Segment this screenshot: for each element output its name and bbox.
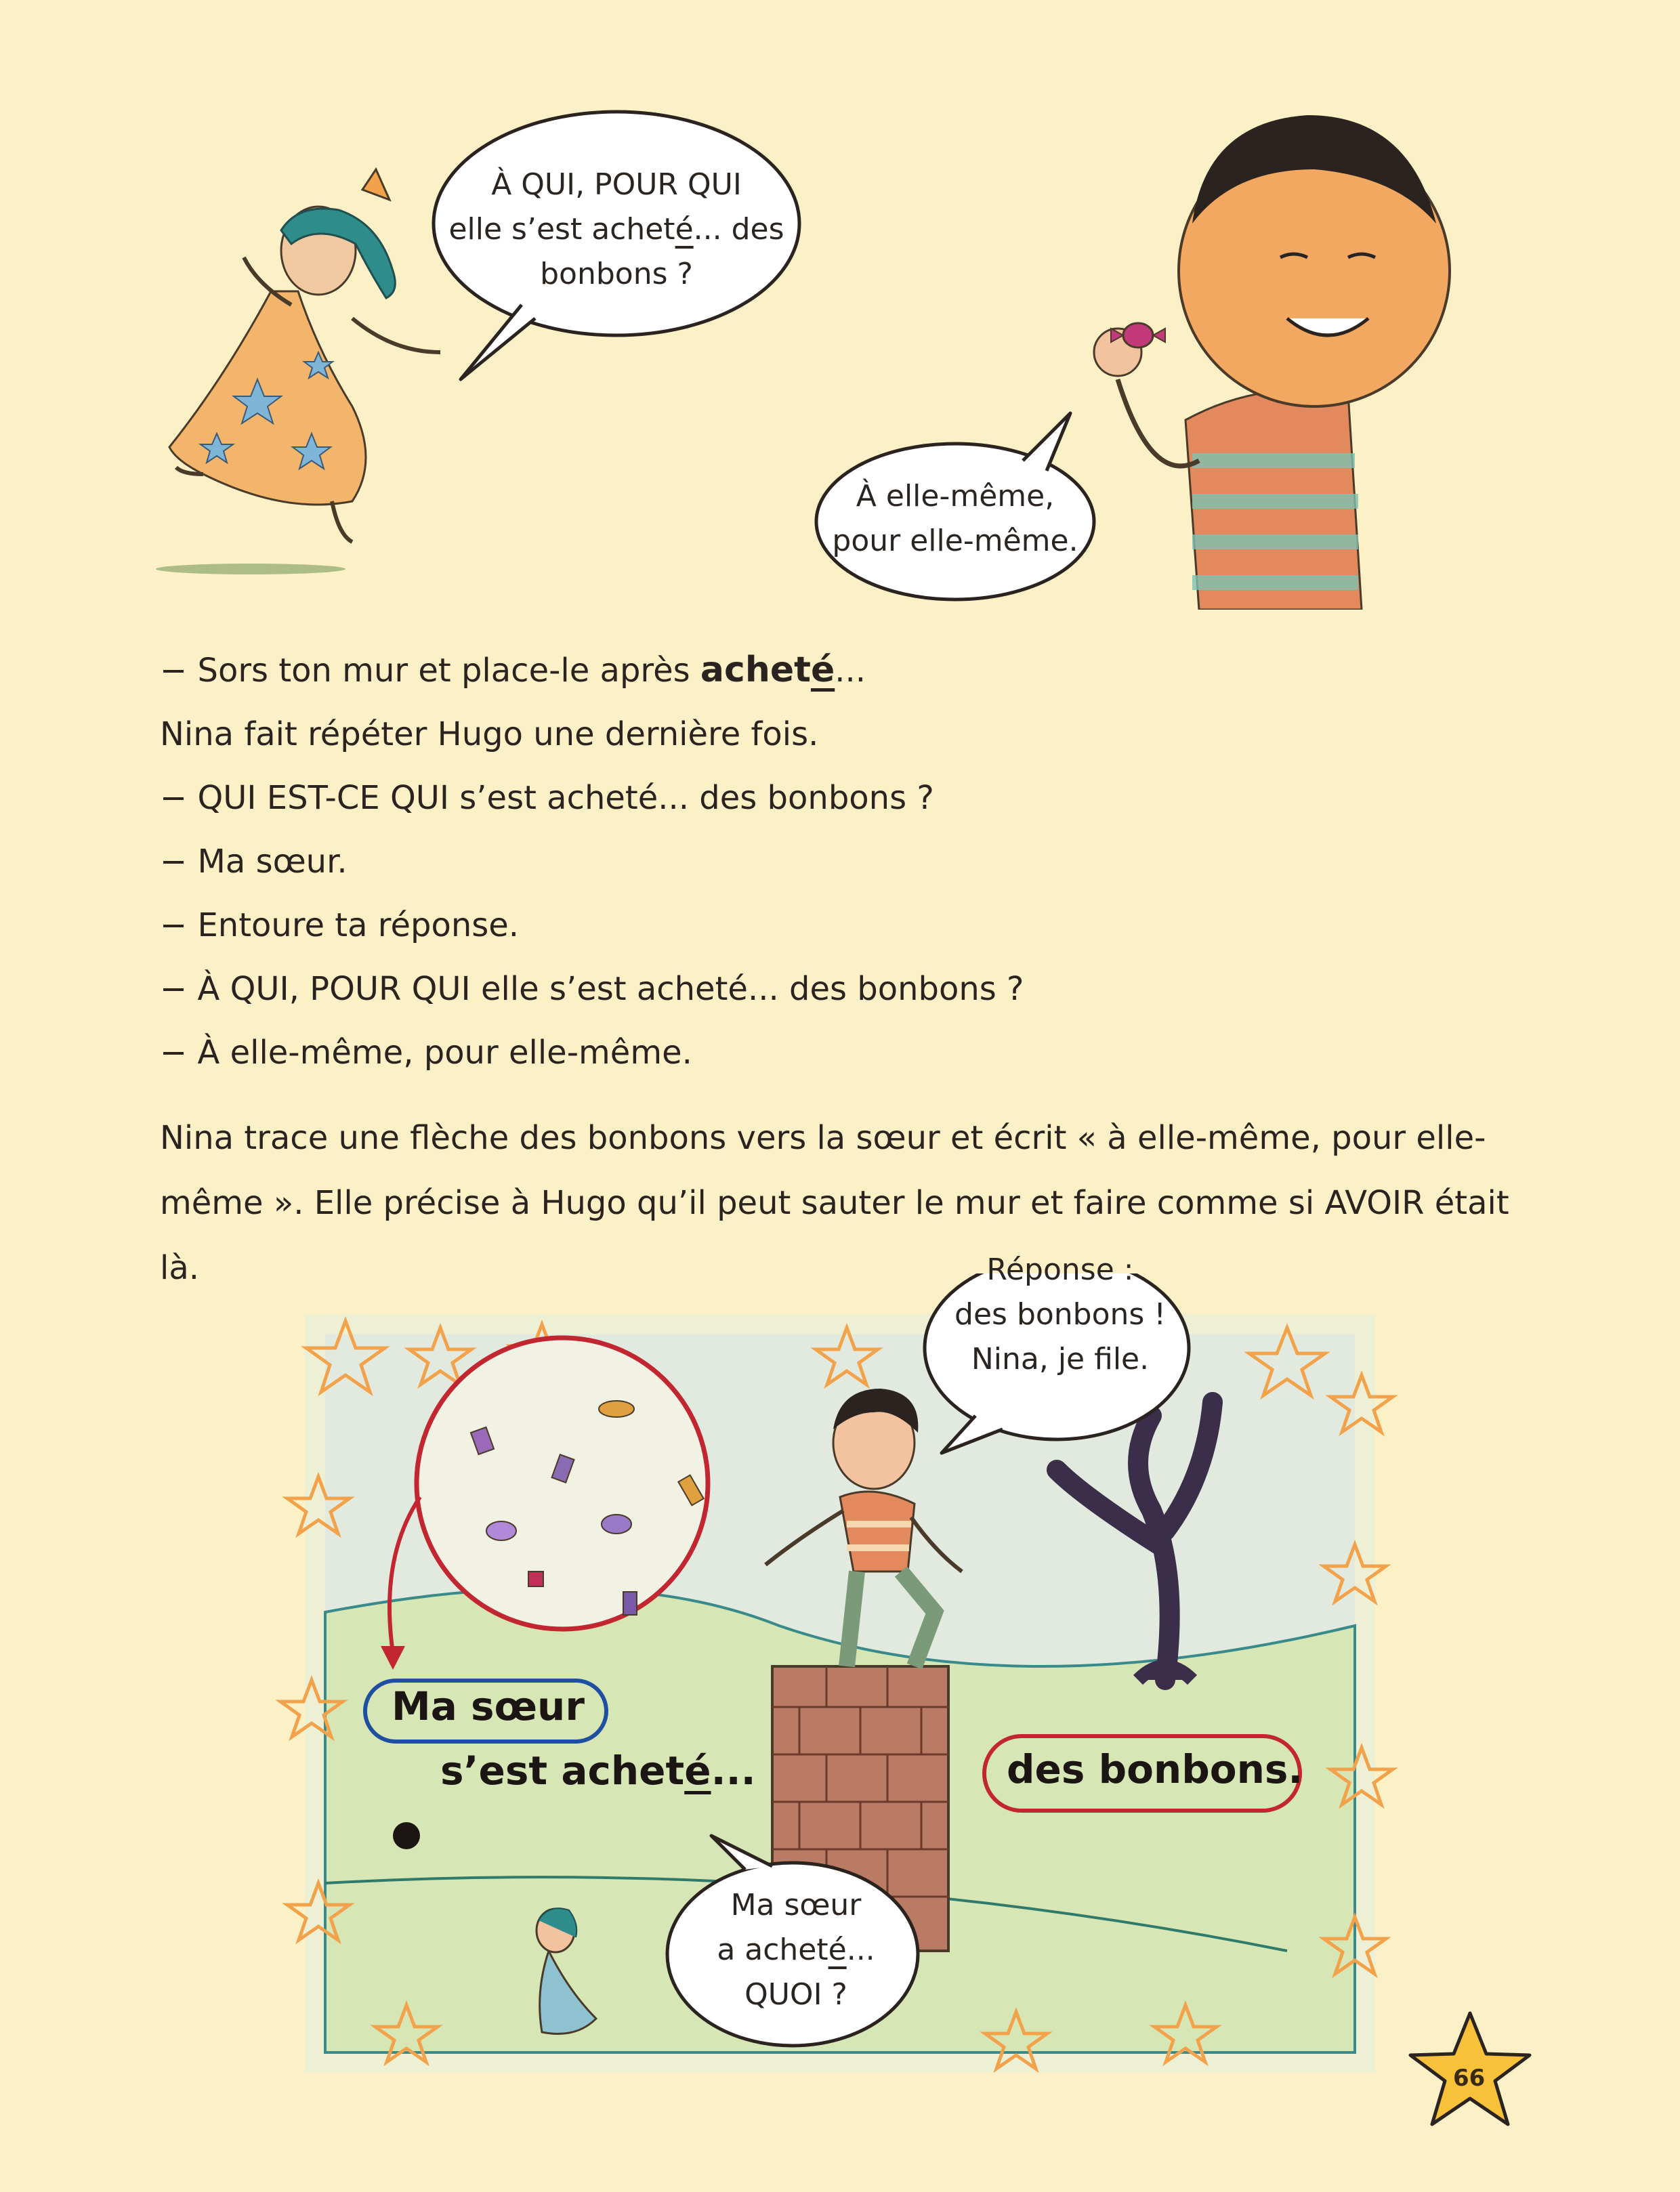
dialogue-line: − À QUI, POUR QUI elle s’est acheté... des bonbons ?	[160, 970, 1024, 1008]
bubble-text-part: elle s’est achet	[448, 212, 675, 247]
paragraph-line: même ». Elle précise à Hugo qu’il peut sauter le mur et faire comme si AVOIR était	[160, 1184, 1509, 1222]
dialogue-line: − Ma sœur.	[160, 843, 348, 881]
bubble-text-part: a achet	[717, 1933, 828, 1967]
object-label: des bonbons.	[1007, 1746, 1303, 1792]
top-left-bubble-text	[447, 163, 786, 297]
nina-figure	[156, 169, 440, 574]
verb-part: s’est achet	[440, 1748, 685, 1794]
bubble-underlined-letter: é	[675, 212, 694, 247]
dialogue-line: − À elle-même, pour elle-même.	[160, 1034, 692, 1072]
dialogue-text: ...	[835, 652, 866, 690]
top-right-bubble-text	[826, 474, 1084, 564]
dialogue-line: − QUI EST-CE QUI s’est acheté... des bonbons ?	[160, 779, 934, 817]
dialogue-line	[160, 638, 1535, 702]
bubble-line: À QUI, POUR QUI	[491, 167, 742, 202]
verb-label	[440, 1748, 756, 1794]
bubble-line	[684, 1928, 908, 1973]
bubble-line: Nina, je file.	[971, 1342, 1150, 1376]
scene-top-bubble-text	[935, 1248, 1185, 1382]
paragraph-line: là.	[160, 1249, 200, 1287]
verb-part: ...	[711, 1748, 756, 1794]
dialogue-text: − Sors ton mur et place-le après	[160, 652, 700, 690]
word-part: achet	[700, 650, 811, 690]
highlighted-word	[700, 650, 835, 690]
bubble-text-part: ...	[846, 1933, 875, 1967]
paragraph-line: Nina trace une flèche des bonbons vers la sœur et écrit « à elle-même, pour elle-	[160, 1119, 1486, 1157]
bubble-line: À elle-même,	[856, 479, 1055, 513]
candy-circle	[417, 1338, 708, 1629]
bubble-underlined-letter: é	[828, 1933, 847, 1967]
verb-underlined-letter: é	[684, 1748, 711, 1794]
bubble-line: Réponse :	[986, 1252, 1134, 1287]
hugo-figure	[1094, 115, 1450, 610]
page-number: 66	[1453, 2065, 1486, 2092]
bubble-line: bonbons ?	[540, 257, 693, 291]
bubble-line	[447, 207, 786, 252]
narrative-paragraph	[160, 1105, 1521, 1301]
dialogue-line: Nina fait répéter Hugo une dernière fois.	[160, 715, 819, 753]
word-underlined-letter: é	[810, 650, 835, 690]
bubble-line: QUOI ?	[744, 1977, 847, 2012]
bubble-line: Ma sœur	[730, 1888, 862, 1922]
dialogue-line: − Entoure ta réponse.	[160, 906, 520, 944]
scene-bottom-bubble-text	[684, 1883, 908, 2017]
dialogue-block	[160, 638, 1535, 1084]
bubble-line: des bonbons !	[954, 1297, 1166, 1332]
subject-label: Ma sœur	[392, 1683, 585, 1729]
bubble-text-part: ... des	[693, 212, 784, 247]
bubble-line: pour elle-même.	[832, 524, 1078, 558]
